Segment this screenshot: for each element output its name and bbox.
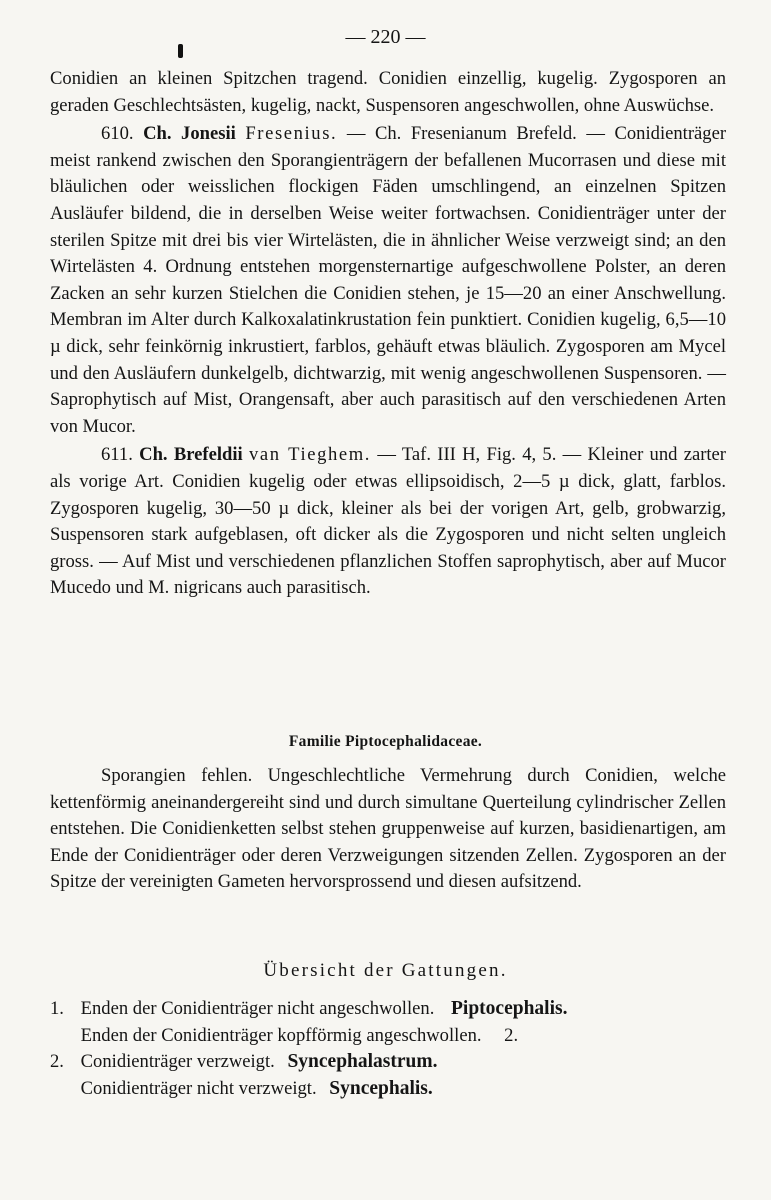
key-row bbox=[50, 1049, 726, 1076]
key-text: Conidienträger verzweigt. bbox=[80, 1051, 275, 1073]
key-row bbox=[50, 1076, 726, 1103]
species-610 bbox=[50, 121, 726, 440]
family-text-block bbox=[50, 763, 726, 896]
species-author: Fresenius. bbox=[245, 123, 338, 145]
page-number: — 220 — bbox=[345, 26, 426, 48]
genus-description: Conidien an kleinen Spitzchen tragend. Conidien einzellig, kugelig. Zygosporen an geraden Geschlechtsästen, kugelig, nackt, Suspensoren angeschwollen, ohne Auswüchse. bbox=[50, 68, 726, 116]
genus-key bbox=[50, 996, 726, 1102]
key-text: Conidienträger nicht verzweigt. bbox=[80, 1077, 317, 1099]
genus-name: Syncephalastrum. bbox=[287, 1051, 438, 1073]
species-author: van Tieghem. bbox=[248, 444, 372, 466]
key-text: Enden der Conidienträger nicht angeschwollen. bbox=[80, 998, 435, 1019]
key-reference: 2. bbox=[504, 1024, 519, 1046]
genus-name: Piptocephalis. bbox=[451, 998, 568, 1019]
key-text: Enden der Conidienträger kopfförmig angeschwollen. bbox=[80, 1024, 482, 1046]
genus-name: Syncephalis. bbox=[329, 1077, 433, 1099]
species-number: 610. bbox=[101, 123, 134, 145]
species-text: — Ch. Fresenianum Brefeld. — Conidienträger meist rankend zwischen den Sporangienträgern der befallenen Mucorrasen und diese mit bläulichen oder weisslichen flockigen Fäden umschlingend, an einzelnen Spitzen Ausläufer bildend, die in derselben Weise weiter fortwachsen. Conidienträger unter der sterilen Spitze mit drei bis vier Wirtelästen, die in ähnlicher Weise verzweigt sind; an den Wirtelästen 4. Ordnung entstehen morgensternartige aufgeschwollene Polster, an deren Zacken an sehr kurzen Stielchen die Conidien stehen, je 15—20 an einer Anschwellung. Membran im Alter durch Kalkoxalatinkrustation fein punktiert. Conidien kugelig, 6,5—10 µ dick, sehr feinkörnig inkrustiert, farblos, gehäuft etwas bläulich. Zygosporen am Mycel und den Ausläufern dunkelgelb, dichtwarzig, mit wenig angeschwollenen Suspensoren. — Saprophytisch auf Mist, Orangensaft, aber auch parasitisch auf den verschiedenen Arten von Mucor. bbox=[50, 123, 727, 437]
species-text: — Taf. III H, Fig. 4, 5. — Kleiner und zarter als vorige Art. Conidien kugelig oder etwas ellipsoidisch, 2—5 µ dick, glatt, farblos. Zygosporen kugelig, 30—50 µ dick, kleiner als bei der vorigen Art, gelb, grobwarzig, Suspensoren stark aufgeblasen, oft dicker als die Zygosporen und nicht selten ungleich gross. — Auf Mist und verschiedenen pflanzlichen Stoffen saprophytisch, aber auf Mucor Mucedo und M. nigricans auch parasitisch. bbox=[50, 444, 727, 599]
key-number: 2. bbox=[50, 1051, 64, 1073]
overview-heading: Übersicht der Gattungen. bbox=[263, 960, 508, 981]
key-row bbox=[50, 1023, 726, 1050]
key-row bbox=[50, 996, 726, 1023]
family-description: Sporangien fehlen. Ungeschlechtliche Vermehrung durch Conidien, welche kettenförmig aneinandergereiht sind und durch simultane Querteilung cylindrischer Zellen entstehen. Die Conidienketten selbst stehen gruppenweise auf kurzen, basidienartigen, am Ende der Conidienträger oder deren Verzweigungen sitzenden Zellen. Zygosporen an der Spitze der vereinigten Gameten hervorsprossend und diesen aufsitzend. bbox=[50, 765, 726, 893]
main-text bbox=[50, 66, 726, 602]
species-name: Ch. Brefeldii bbox=[139, 444, 243, 466]
family-heading: Familie Piptocephalidaceae. bbox=[288, 733, 483, 750]
species-name: Ch. Jonesii bbox=[143, 123, 236, 145]
species-number: 611. bbox=[101, 444, 133, 466]
key-number: 1. bbox=[50, 998, 64, 1019]
species-611 bbox=[50, 442, 726, 602]
